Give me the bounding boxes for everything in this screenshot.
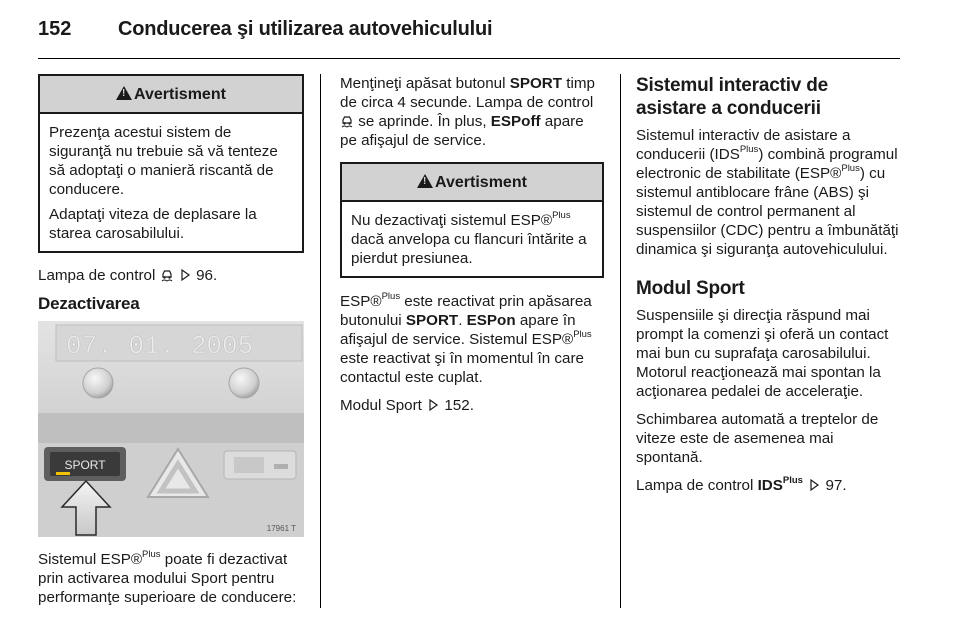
section-heading-ids: Sistemul interactiv de asistare a conducerii bbox=[636, 75, 829, 119]
lamp-label: Lampa de control bbox=[38, 267, 156, 284]
reactivation-paragraph: ESP®$^{Plus}$ este reactivat prin apăsarea butonului SPORT. ESPon apare în afişajul de service. Sistemul ESP®$^{Plus}$ este reactivat şi în momentul în care contactul este cuplat. bbox=[340, 290, 592, 386]
warning-header bbox=[40, 76, 302, 114]
subheading-deactivation: Dezactivarea bbox=[38, 294, 140, 313]
warning-header bbox=[342, 164, 602, 202]
sport-hold-paragraph: Menţineţi apăsat butonul SPORT timp de circa 4 secunde. Lampa de control se aprinde. În plus, ESPoff apare pe afişajul de service. bbox=[340, 75, 595, 149]
lamp-page-ref: 96. bbox=[196, 267, 218, 284]
lamp-reference bbox=[38, 266, 304, 285]
page-number: 152 bbox=[38, 18, 72, 40]
column-2 bbox=[340, 74, 604, 424]
esp-car-icon bbox=[160, 268, 174, 282]
warning-paragraph: Nu dezactivaţi sistemul ESP®$^{Plus}$ dacă anvelopa cu flancuri întărite a pierdut presiunea. bbox=[351, 209, 587, 267]
page-title: Conducerea şi utilizarea autovehiculului bbox=[118, 18, 493, 40]
column-divider-1 bbox=[320, 74, 321, 608]
warning-paragraph-2: Adaptaţi viteza de deplasare la starea carosabilului. bbox=[49, 206, 257, 242]
display-date-text: 07. 01. 2005 bbox=[66, 331, 254, 361]
sport-paragraph-1: Suspensiile şi direcţia răspund mai prompt la comenzi şi oferă un contact mai bun cu suprafaţa carosabilului. Motorul reacţionează mai spontan la acţionarea pedalei de acceleraţie. bbox=[636, 307, 889, 400]
page-reference-icon bbox=[426, 398, 440, 412]
left-knob-icon bbox=[83, 368, 113, 398]
warning-box-2 bbox=[340, 162, 604, 278]
warning-body bbox=[40, 114, 302, 251]
column-1 bbox=[38, 74, 304, 616]
sport-button-figure bbox=[38, 321, 304, 537]
ids-paragraph: Sistemul interactiv de asistare a conducerii $(IDS^{Plus})$ combină programul electronic de stabilitate (ESP®$^{Plus}$) cu sistemul antiblocare frâne (ABS) şi sistemul de control permanent al suspensiilor (CDC) pentru a îmbunătăţi dinamica şi siguranţa autovehiculului. bbox=[636, 127, 899, 258]
warning-title: Avertisment bbox=[435, 174, 527, 191]
warning-triangle-icon bbox=[417, 174, 433, 188]
warning-box-1 bbox=[38, 74, 304, 253]
sport-mode-reference: Modul Sport 152. bbox=[340, 397, 474, 414]
page-header bbox=[38, 8, 900, 56]
esp-car-icon bbox=[340, 114, 354, 128]
figure-code: 17961 T bbox=[266, 524, 296, 533]
warning-body bbox=[342, 202, 602, 276]
sport-button-label: SPORT bbox=[64, 458, 106, 472]
warning-triangle-icon bbox=[116, 86, 132, 100]
warning-paragraph-1: Prezenţa acestui sistem de siguranţă nu trebuie să vă tenteze să adoptaţi o manieră riscantă de conducere. bbox=[49, 124, 278, 198]
column-3 bbox=[636, 74, 902, 504]
right-knob-icon bbox=[229, 368, 259, 398]
section-heading-sport: Modul Sport bbox=[636, 278, 745, 299]
page-reference-icon bbox=[807, 478, 821, 492]
column-divider-2 bbox=[620, 74, 621, 608]
page-reference-icon bbox=[178, 268, 192, 282]
ids-lamp-reference: Lampa de control $IDS^{Plus}$ 97. bbox=[636, 474, 847, 494]
warning-title: Avertisment bbox=[134, 86, 226, 103]
sport-paragraph-2: Schimbarea automată a treptelor de viteze este de asemenea mai spontană. bbox=[636, 411, 879, 466]
deactivation-paragraph: Sistemul ESP®$^{Plus}$ poate fi dezactivat prin activarea modului Sport pentru performanţe superioare de conducere: bbox=[38, 548, 297, 606]
header-divider bbox=[38, 58, 900, 59]
